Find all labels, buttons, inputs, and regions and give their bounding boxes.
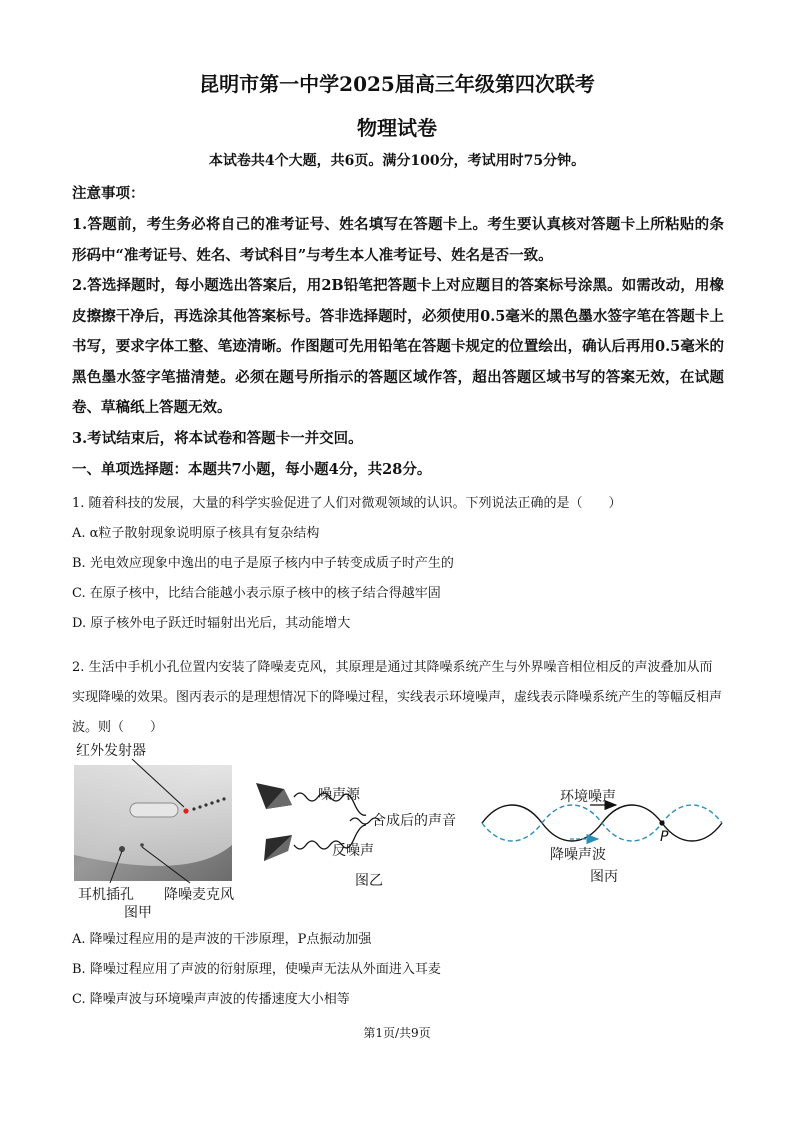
phone-button <box>130 803 178 817</box>
emitter-dot <box>183 808 188 813</box>
label-anti: 反噪声 <box>332 843 374 859</box>
label-source: 噪声源 <box>318 787 360 803</box>
option-b: B. 降噪过程应用了声波的衍射原理，使噪声无法从外面进入耳麦 <box>72 962 441 977</box>
question-2-options <box>72 925 724 1015</box>
option-b: B. 光电效应现象中逸出的电子是原子核内中子转变成质子时产生的 <box>72 556 454 571</box>
reduction-wave <box>482 805 722 841</box>
notes-list <box>72 210 724 454</box>
label-mic: 降噪麦克风 <box>164 887 234 903</box>
option-a: A. α粒子散射现象说明原子核具有复杂结构 <box>72 526 320 541</box>
question-1 <box>72 489 724 639</box>
subject-title: 物理试卷 <box>357 116 437 140</box>
option-c: C. 在原子核中，比结合能越小表示原子核中的核子结合得越牢固 <box>72 586 441 601</box>
page-number: 第1页/共9页 <box>363 1026 431 1040</box>
exam-title: 昆明市第一中学2025届高三年级第四次联考 <box>199 72 595 96</box>
label-env: 环境噪声 <box>560 789 616 805</box>
label-combined: 合成后的声音 <box>372 813 456 829</box>
figure-bing <box>482 789 722 885</box>
option-d: D. 原子核外电子跃迁时辐射出光后，其动能增大 <box>72 616 351 631</box>
note-item: 1.答题前，考生务必将自己的准考证号、姓名填写在答题卡上。考生要认真核对答题卡上所粘贴的条形码中“准考证号、姓名、考试科目”与考生本人准考证号、姓名是否一致。 <box>72 216 724 264</box>
question-stem: 1. 随着科技的发展，大量的科学实验促进了人们对微观领域的认识。下列说法正确的是（ ） <box>72 496 622 511</box>
question-stem: 2. 生活中手机小孔位置内安装了降噪麦克风，其原理是通过其降噪系统产生与外界噪音相位相反的声波叠加从而实现降噪的效果。图丙表示的是理想情况下的降噪过程，实线表示环境噪声，虚线表示降噪系统产生的等幅反相声波。则（ ） <box>72 660 723 735</box>
figure-yi <box>256 783 456 889</box>
label-p: P <box>660 829 669 845</box>
label-jack: 耳机插孔 <box>78 887 134 903</box>
exam-info: 本试卷共4个大题，共6页。满分100分，考试用时75分钟。 <box>208 153 586 169</box>
label-emitter: 红外发射器 <box>76 743 146 759</box>
option-a: A. 降噪过程应用的是声波的干涉原理，P点振动加强 <box>72 932 372 947</box>
caption-yi: 图乙 <box>355 873 383 889</box>
notes-heading: 注意事项： <box>72 185 145 202</box>
question-2 <box>72 653 724 743</box>
section-heading: 一、单项选择题：本题共7小题，每小题4分，共28分。 <box>72 461 432 478</box>
caption-bing: 图丙 <box>590 869 618 885</box>
figure-jia <box>74 743 234 921</box>
label-reduce: 降噪声波 <box>550 847 606 863</box>
point-p <box>659 820 664 825</box>
mic-hole <box>140 843 144 847</box>
question-2-figure <box>70 735 730 925</box>
note-item: 3.考试结束后，将本试卷和答题卡一并交回。 <box>72 429 363 447</box>
caption-jia: 图甲 <box>124 905 152 921</box>
option-c: C. 降噪声波与环境噪声声波的传播速度大小相等 <box>72 992 350 1007</box>
note-item: 2.答选择题时，每小题选出答案后，用2B铅笔把答题卡上对应题目的答案标号涂黑。如需改动，用橡皮擦擦干净后，再选涂其他答案标号。答非选择题时，必须使用0.5毫米的黑色墨水签字笔在答题卡上书写，要求字体工整、笔迹清晰。作图题可先用铅笔在答题卡规定的位置绘出，确认后再用0.5毫米的黑色墨水签字笔描清楚。必须在题号所指示的答题区域作答，超出答题区域书写的答案无效，在试题卷、草稿纸上答题无效。 <box>72 277 724 416</box>
